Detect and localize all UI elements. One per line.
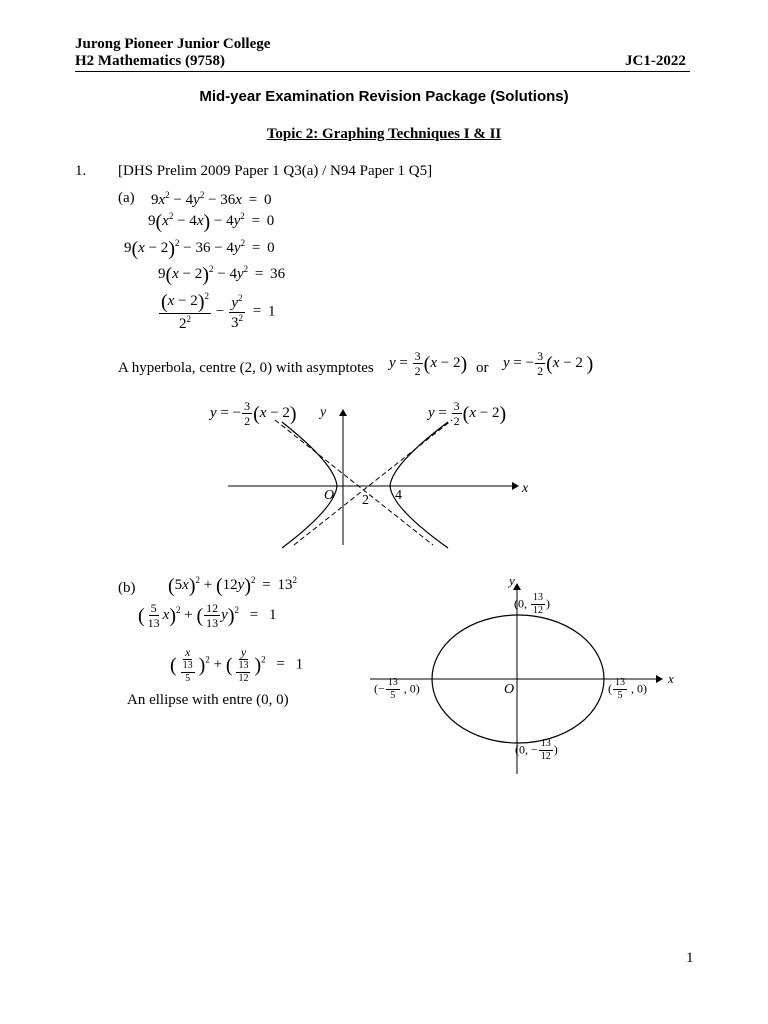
- eq-a3: $9(x - 2)^2 - 36 - 4y^2 = 0$: [124, 238, 275, 260]
- header-rule: [75, 71, 690, 72]
- asymptote-line-negative: [275, 420, 433, 545]
- graph-a-x-label: x: [522, 481, 529, 496]
- graph-label-neg-asymptote: y = − $\frac{3}{2}$ (x − 2): [210, 399, 297, 428]
- ellipse-top-point: (0, $\frac{13}{12}$ ): [514, 592, 550, 616]
- eq-a4-rhs: 36: [270, 266, 286, 282]
- asymptote-negative: y = − $\frac{3}{2}$ (x − 2 ): [503, 349, 594, 378]
- eq-a5: $\frac{(x - 2)^2}{2^2}$ − $\frac{y^2}{3^2}$ = 1: [161, 291, 276, 332]
- eq-a5-rhs: 1: [267, 303, 276, 320]
- school-name: Jurong Pioneer Junior College: [75, 36, 271, 52]
- eq-b2: ( $\frac{5}{13}$ x)$^2$ + ( $\frac{12}{13}$ y)$^2$ = 1: [138, 601, 277, 630]
- eq-b1: $(5x)^2 + (12y)^2 = 13^2$: [168, 575, 297, 597]
- subject-name: H2 Mathematics (9758): [75, 53, 225, 69]
- graph-a-tick-4: 4: [395, 488, 402, 503]
- eq-a2: $9(x^2 - 4x) - 4y^2 = 0$: [148, 211, 275, 233]
- topic-heading: Topic 2: Graphing Techniques I & II: [266, 126, 502, 142]
- hyperbola-right-branch: [390, 422, 448, 548]
- eq-a2-rhs: 0: [266, 213, 275, 229]
- graph-a-tick-2: 2: [362, 493, 369, 508]
- or-text: or: [476, 360, 489, 376]
- graph-b-origin: O: [504, 682, 515, 697]
- ellipse-bottom-point: (0, − $\frac{13}{12}$ ): [515, 738, 558, 762]
- hyperbola-left-branch: [282, 422, 337, 548]
- eq-a1-rhs: 0: [263, 192, 272, 208]
- ellipse-left-point: (− $\frac{13}{5}$ , 0): [374, 677, 420, 701]
- page-number: 1: [686, 950, 694, 966]
- eq-a3-rhs: 0: [267, 240, 275, 256]
- part-b-conclusion: An ellipse with entre (0, 0): [127, 692, 289, 708]
- asymptote-positive: y = $\frac{3}{2}$ (x − 2): [389, 349, 468, 378]
- part-a-conclusion: A hyperbola, centre (2, 0) with asymptotes: [118, 360, 374, 376]
- graph-label-pos-asymptote: y = $\frac{3}{2}$ (x − 2): [428, 399, 507, 428]
- asymptote-line-positive: [294, 420, 452, 545]
- eq-b1-rhs: 13: [277, 577, 293, 593]
- paper-code: JC1-2022: [625, 53, 686, 69]
- graph-a-y-label: y: [320, 405, 327, 420]
- eq-b3-rhs: 1: [295, 656, 304, 673]
- ellipse-right-point: ( $\frac{13}{5}$ , 0): [608, 677, 647, 701]
- question-source: [DHS Prelim 2009 Paper 1 Q3(a) / N94 Paper 1 Q5]: [118, 163, 433, 179]
- part-b-label: (b): [118, 580, 136, 596]
- graph-a-origin: O: [324, 488, 335, 503]
- graph-b-x-label: x: [668, 671, 674, 686]
- eq-b3: ( $\frac{x}{\frac{13}{5}}$ )$^2$ + ( $\frac{y}{\frac{13}{12}}$ )$^2$ = 1: [170, 645, 304, 684]
- eq-a1: $9x^2 - 4y^2 - 36x = 0$: [151, 190, 272, 208]
- eq-a4: $9(x - 2)^2 - 4y^2 = 36$: [158, 264, 286, 286]
- eq-b2-rhs: 1: [269, 606, 277, 623]
- hyperbola-graph: [220, 400, 540, 550]
- graph-b-y-label: y: [509, 573, 515, 588]
- question-number: 1.: [75, 163, 87, 179]
- page-title: Mid-year Examination Revision Package (Solutions): [199, 88, 569, 105]
- part-a-label: (a): [118, 190, 135, 206]
